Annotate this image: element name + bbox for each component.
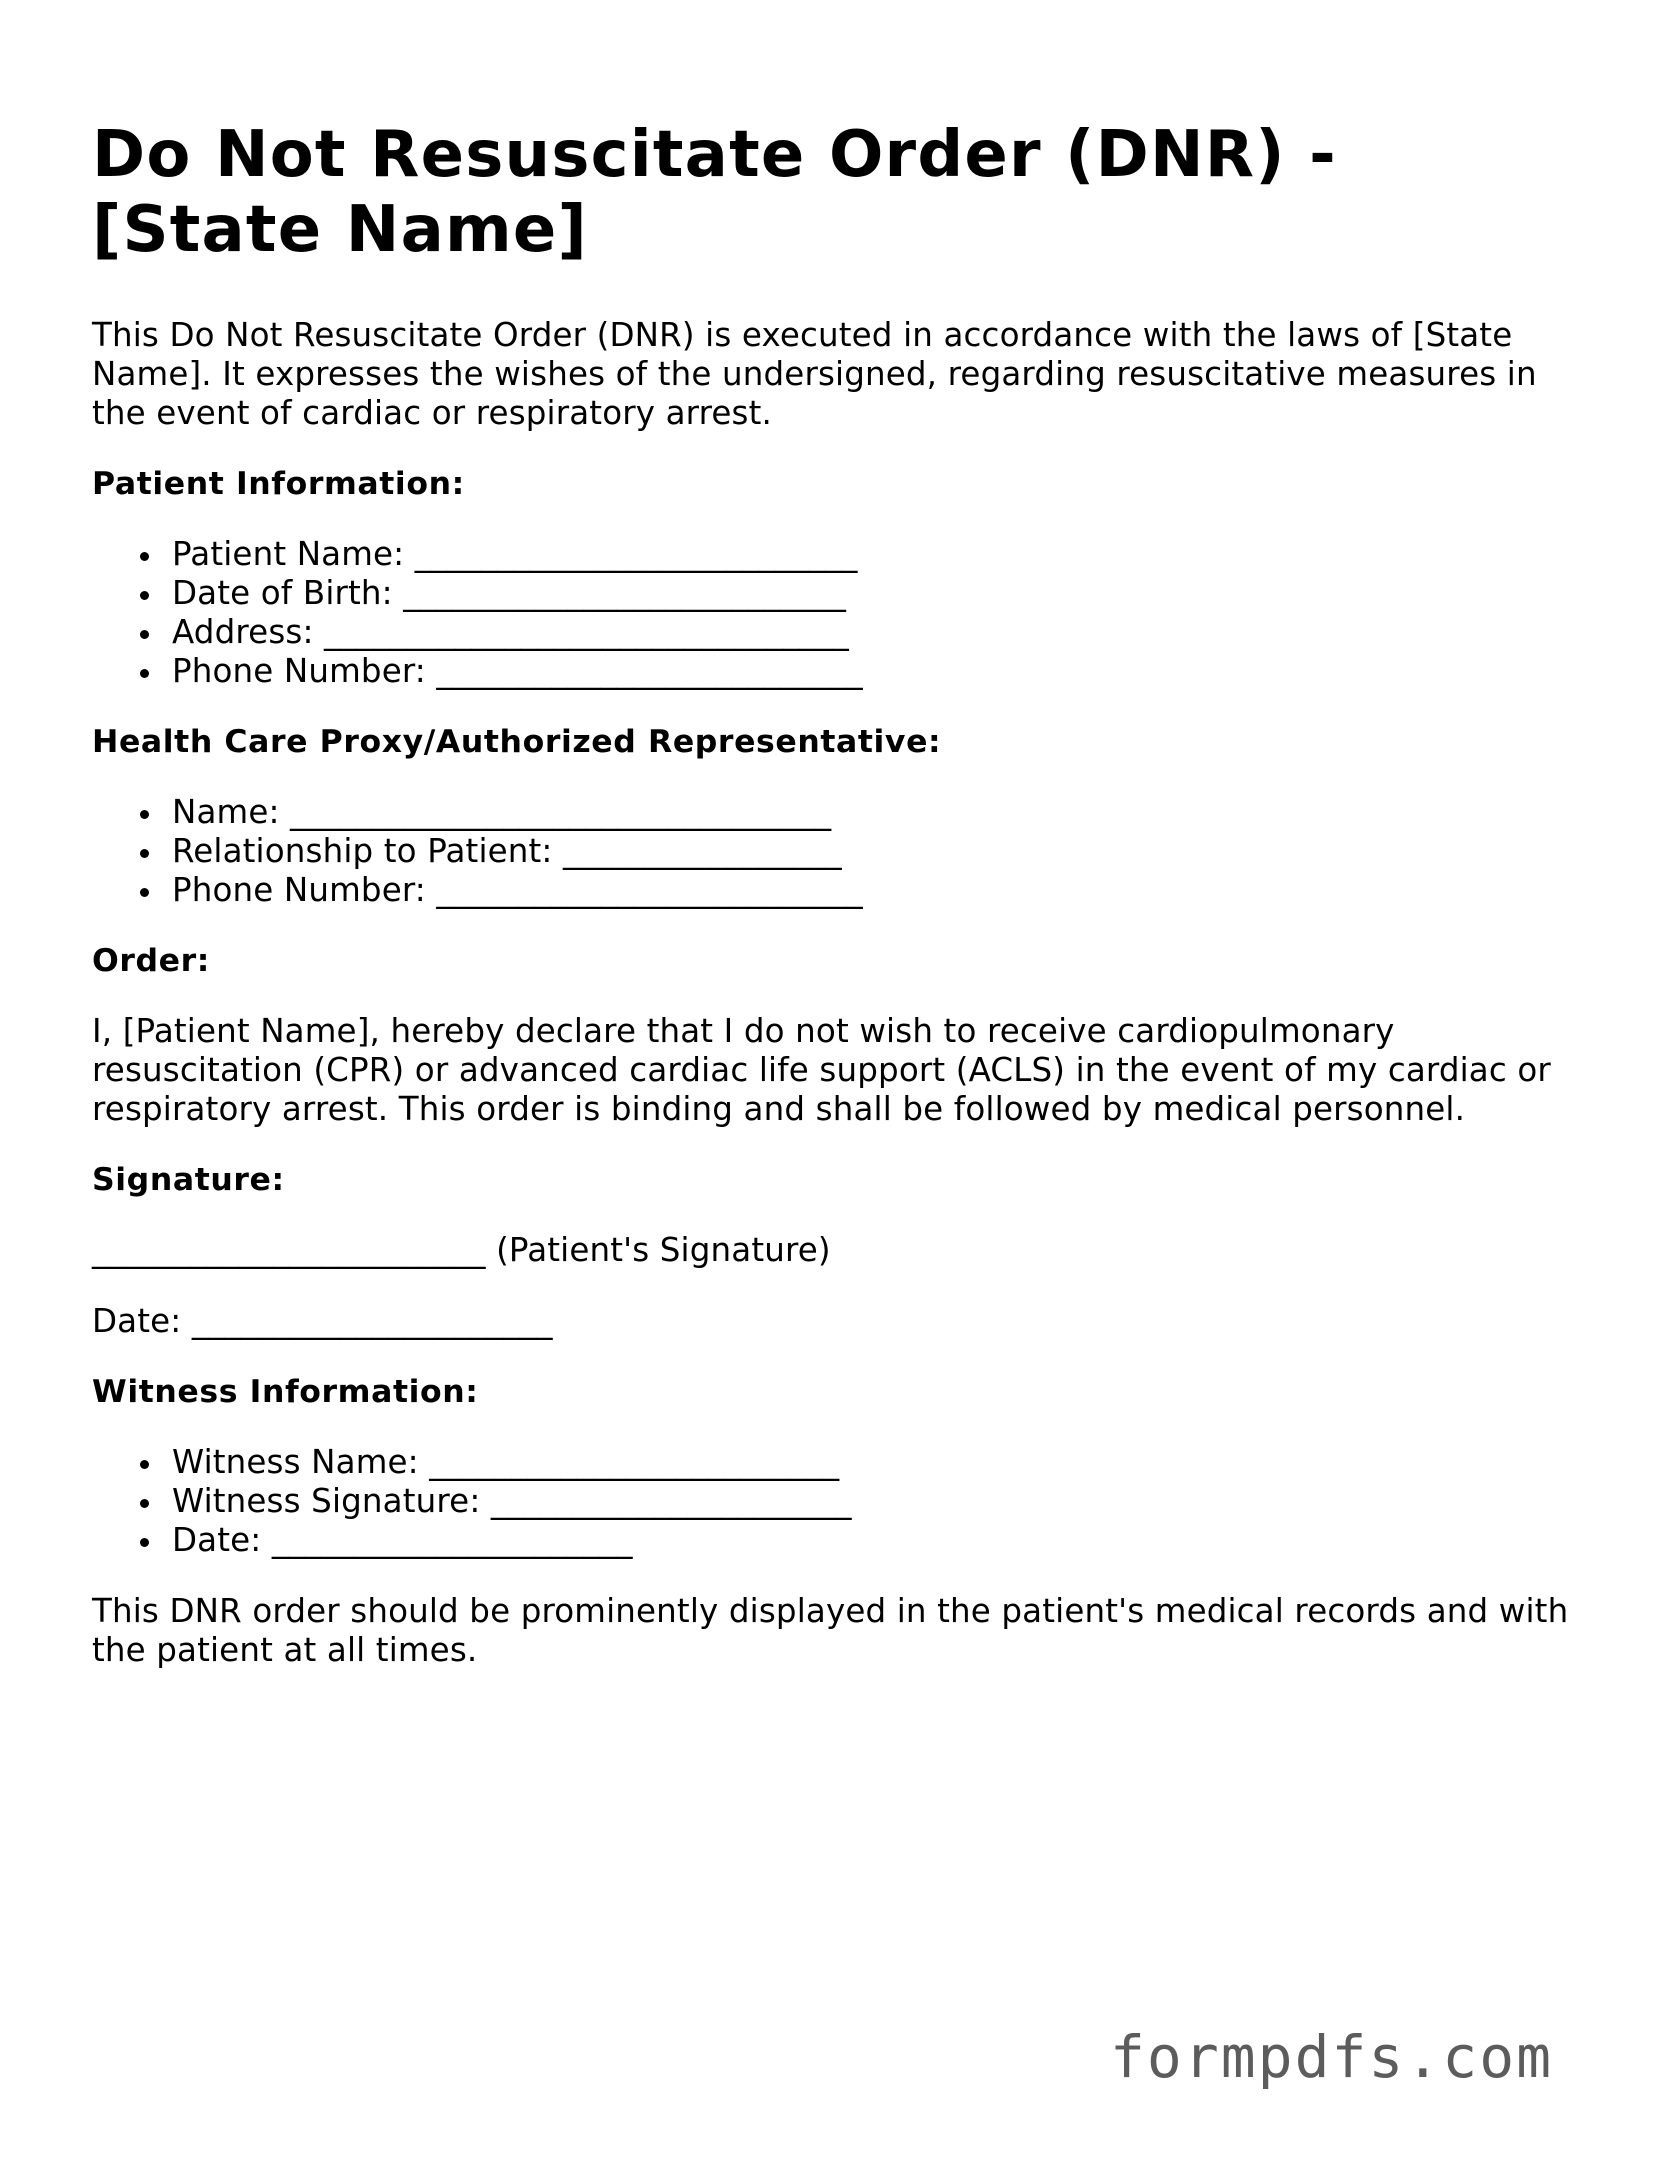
proxy-phone-field[interactable]: Phone Number: __________________________ [92, 871, 1572, 910]
intro-paragraph: This Do Not Resuscitate Order (DNR) is executed in accordance with the laws of [State Name]. It expresses the wishes of the undersigned, regarding resuscitative measures in the event of cardiac or respiratory arrest. [92, 316, 1537, 432]
witness-date-field[interactable]: Date: ______________________ [92, 1521, 1572, 1560]
proxy-list [92, 793, 1572, 910]
address-field[interactable]: Address: ________________________________ [92, 613, 1572, 652]
witness-heading: Witness Information: [92, 1374, 479, 1410]
patient-info-heading: Patient Information: [92, 466, 465, 502]
proxy-heading: Health Care Proxy/Authorized Representative: [92, 724, 942, 760]
signature-heading: Signature: [92, 1162, 285, 1198]
watermark: formpdfs.com [1110, 2023, 1554, 2091]
date-of-birth-field[interactable]: Date of Birth: ___________________________ [92, 574, 1572, 613]
closing-paragraph: This DNR order should be prominently displayed in the patient's medical records and with the patient at all times. [92, 1592, 1569, 1669]
document-page [92, 118, 1572, 1702]
patient-signature-field[interactable]: ________________________ (Patient's Signature) [92, 1231, 831, 1269]
document-title: Do Not Resuscitate Order (DNR) - [State Name] [92, 118, 1337, 267]
patient-info-list [92, 535, 1572, 691]
proxy-name-field[interactable]: Name: _________________________________ [92, 793, 1572, 832]
order-paragraph: I, [Patient Name], hereby declare that I do not wish to receive cardiopulmonary resuscitation (CPR) or advanced cardiac life support (ACLS) in the event of my cardiac or respiratory arrest. This order is binding and shall be followed by medical personnel. [92, 1012, 1551, 1128]
witness-list [92, 1443, 1572, 1560]
proxy-relationship-field[interactable]: Relationship to Patient: _________________ [92, 832, 1572, 871]
order-heading: Order: [92, 943, 210, 979]
witness-signature-field[interactable]: Witness Signature: ______________________ [92, 1482, 1572, 1521]
patient-phone-field[interactable]: Phone Number: __________________________ [92, 652, 1572, 691]
signature-date-field[interactable]: Date: ______________________ [92, 1302, 553, 1340]
witness-name-field[interactable]: Witness Name: _________________________ [92, 1443, 1572, 1482]
patient-name-field[interactable]: Patient Name: ___________________________ [92, 535, 1572, 574]
